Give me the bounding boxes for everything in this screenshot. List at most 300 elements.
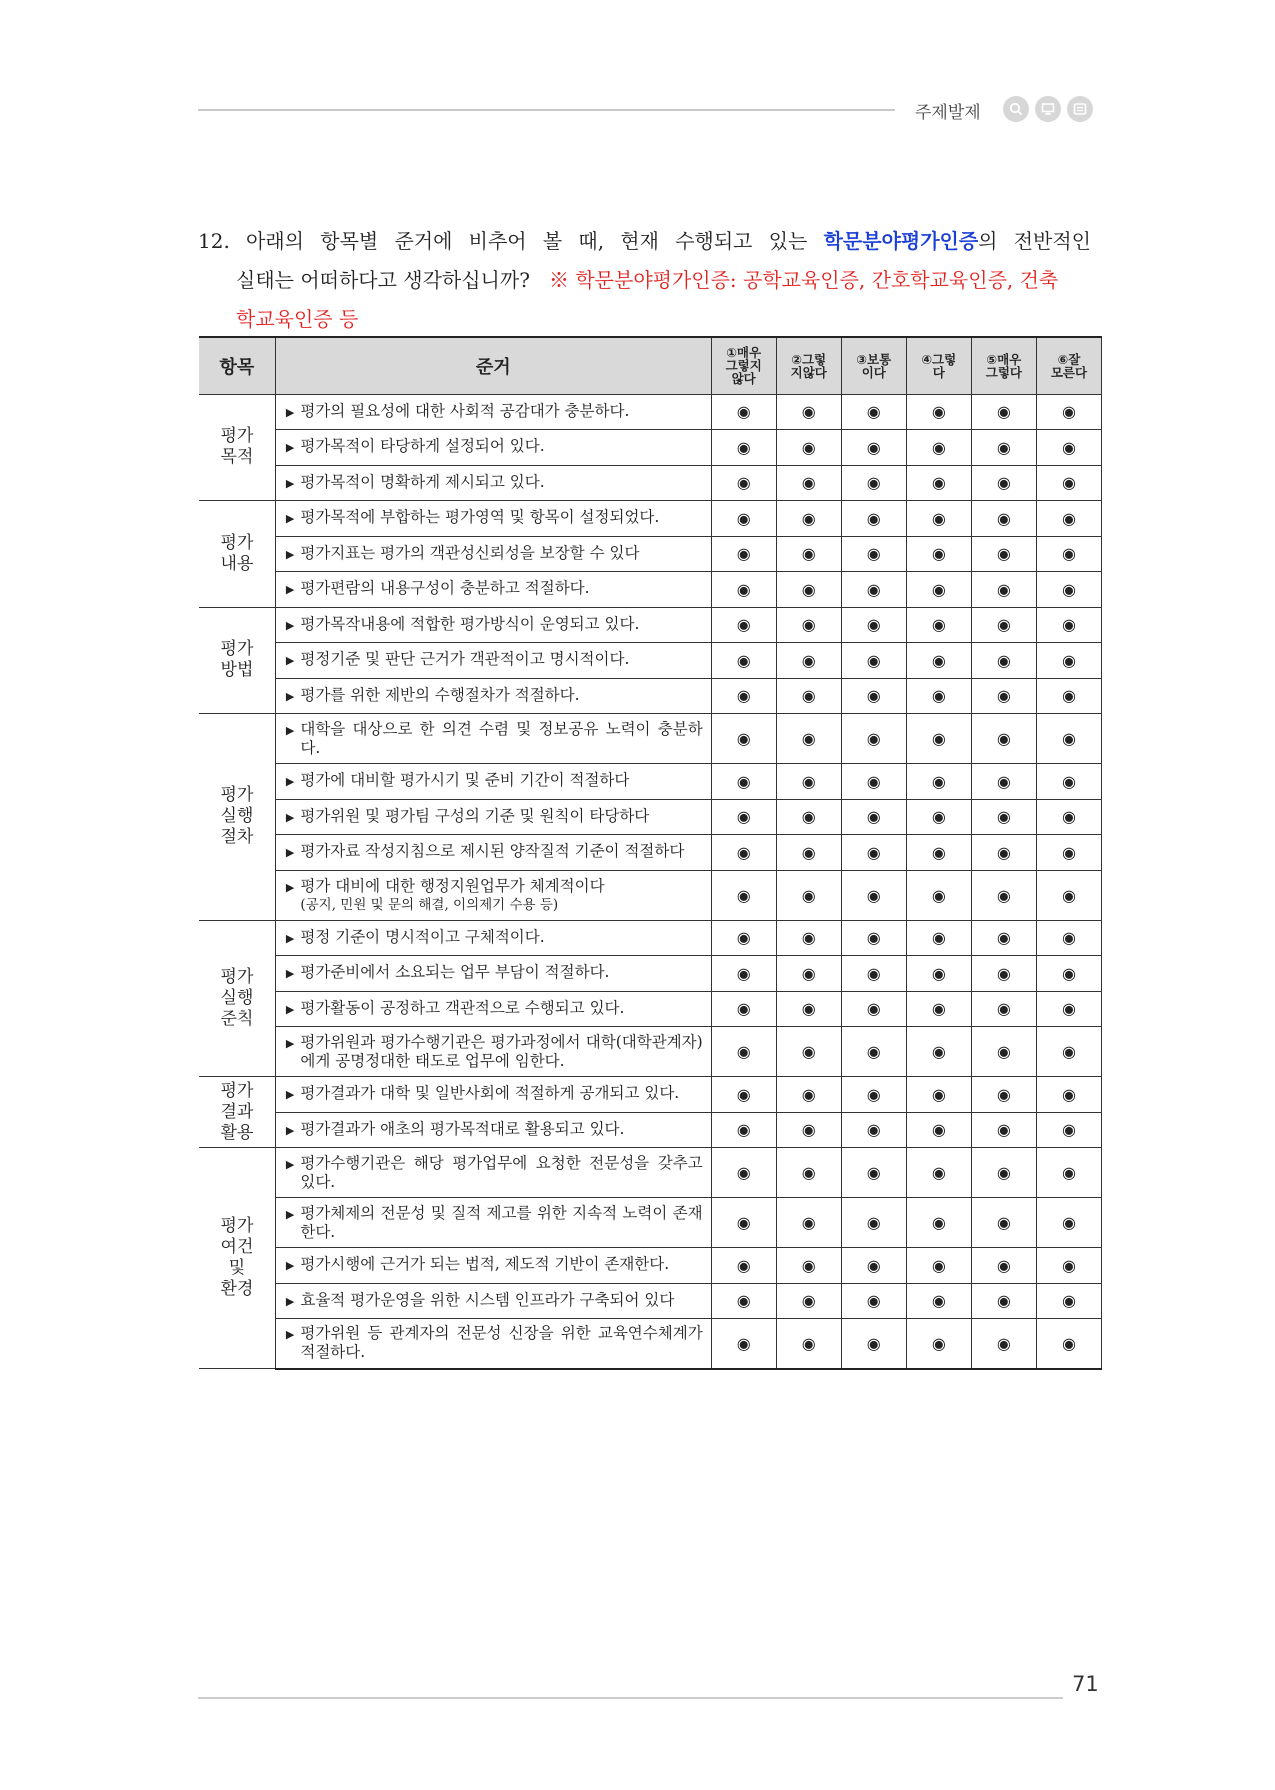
radio-option-4[interactable]: ◉ <box>931 1255 946 1275</box>
radio-option-3[interactable]: ◉ <box>866 771 881 791</box>
table-row <box>199 1198 1102 1248</box>
criterion-cell <box>275 956 711 992</box>
radio-option-4[interactable]: ◉ <box>931 402 946 422</box>
radio-cell <box>971 956 1036 992</box>
radio-option-2[interactable]: ◉ <box>801 885 816 905</box>
radio-option-1[interactable]: ◉ <box>736 842 751 862</box>
radio-option-6[interactable]: ◉ <box>1061 928 1076 948</box>
table-row <box>199 536 1102 572</box>
radio-option-4[interactable]: ◉ <box>931 729 946 748</box>
radio-option-4[interactable]: ◉ <box>931 1213 946 1232</box>
radio-option-2[interactable]: ◉ <box>801 1255 816 1275</box>
header-option-line: ③보통 <box>856 351 892 367</box>
radio-cell <box>971 1283 1036 1319</box>
radio-option-4[interactable]: ◉ <box>931 1084 946 1104</box>
radio-option-1[interactable]: ◉ <box>736 807 751 827</box>
radio-cell <box>841 870 906 920</box>
category-label: 내용 <box>220 553 254 574</box>
radio-option-5[interactable]: ◉ <box>996 729 1011 748</box>
radio-option-5[interactable]: ◉ <box>996 1333 1011 1353</box>
radio-cell <box>971 572 1036 608</box>
radio-option-1[interactable]: ◉ <box>736 1120 751 1140</box>
radio-cell <box>841 1283 906 1319</box>
radio-cell <box>711 501 776 537</box>
radio-option-5[interactable]: ◉ <box>996 615 1011 635</box>
question-note: ※ 학문분야평가인증: 공학교육인증, 간호학교육인증, 건축 <box>549 268 1059 292</box>
radio-option-1[interactable]: ◉ <box>736 508 751 528</box>
radio-option-5[interactable]: ◉ <box>996 885 1011 905</box>
criterion-text: 평가준비에서 소요되는 업무 부담이 적절하다. <box>300 963 610 982</box>
criterion-text: 평가활동이 공정하고 객관적으로 수행되고 있다. <box>300 998 625 1017</box>
radio-cell <box>1036 678 1101 714</box>
table-row <box>199 430 1102 466</box>
radio-option-4[interactable]: ◉ <box>931 885 946 905</box>
radio-option-6[interactable]: ◉ <box>1061 1333 1076 1353</box>
radio-cell <box>711 764 776 800</box>
radio-option-3[interactable]: ◉ <box>866 686 881 706</box>
radio-cell <box>776 572 841 608</box>
bullet-icon: ▶ <box>285 1157 295 1171</box>
radio-option-2[interactable]: ◉ <box>801 579 816 599</box>
radio-cell <box>906 607 971 643</box>
header-option-5 <box>971 337 1036 394</box>
radio-option-1[interactable]: ◉ <box>736 579 751 599</box>
criterion-text: 평가 대비에 대한 행정지원업무가 체계적이다 <box>300 876 605 895</box>
radio-cell <box>841 714 906 764</box>
radio-option-1[interactable]: ◉ <box>736 650 751 670</box>
bullet-icon: ▶ <box>285 880 295 894</box>
radio-cell <box>906 501 971 537</box>
radio-option-1[interactable]: ◉ <box>736 928 751 948</box>
radio-option-4[interactable]: ◉ <box>931 615 946 635</box>
radio-option-5[interactable]: ◉ <box>996 1120 1011 1140</box>
radio-option-3[interactable]: ◉ <box>866 402 881 422</box>
header-option-line: ②그렇 <box>791 351 827 367</box>
question-line-2 <box>198 261 1091 300</box>
radio-option-2[interactable]: ◉ <box>801 771 816 791</box>
criterion-text-wrap <box>300 999 702 1019</box>
radio-option-1[interactable]: ◉ <box>736 686 751 706</box>
radio-option-2[interactable]: ◉ <box>801 1084 816 1104</box>
radio-cell <box>841 799 906 835</box>
radio-option-1[interactable]: ◉ <box>736 544 751 564</box>
bullet-icon: ▶ <box>285 810 295 824</box>
radio-option-6[interactable]: ◉ <box>1061 437 1076 457</box>
radio-cell <box>711 394 776 430</box>
criterion-text: 평가결과가 대학 및 일반사회에 적절하게 공개되고 있다. <box>300 1084 680 1103</box>
table-row <box>199 835 1102 871</box>
radio-cell <box>841 920 906 956</box>
radio-option-4[interactable]: ◉ <box>931 842 946 862</box>
radio-option-2[interactable]: ◉ <box>801 508 816 528</box>
radio-cell <box>776 643 841 679</box>
radio-option-1[interactable]: ◉ <box>736 402 751 422</box>
radio-option-5[interactable]: ◉ <box>996 686 1011 706</box>
radio-option-2[interactable]: ◉ <box>801 1291 816 1311</box>
radio-option-4[interactable]: ◉ <box>931 999 946 1019</box>
radio-cell <box>711 1148 776 1198</box>
header-option-line: ④그렇 <box>921 351 957 367</box>
category-label: 실행 <box>220 806 254 827</box>
radio-cell <box>841 607 906 643</box>
header-option-line: ①매우 <box>726 345 762 361</box>
radio-cell <box>841 572 906 608</box>
radio-cell <box>906 714 971 764</box>
bullet-icon: ▶ <box>285 441 295 455</box>
radio-option-5[interactable]: ◉ <box>996 402 1011 422</box>
criterion-cell <box>275 835 711 871</box>
radio-option-2[interactable]: ◉ <box>801 729 816 748</box>
radio-option-5[interactable]: ◉ <box>996 1084 1011 1104</box>
header-rule <box>198 109 895 111</box>
criterion-cell <box>275 1148 711 1198</box>
radio-option-3[interactable]: ◉ <box>866 1333 881 1353</box>
radio-option-4[interactable]: ◉ <box>931 771 946 791</box>
radio-option-3[interactable]: ◉ <box>866 544 881 564</box>
radio-cell <box>711 572 776 608</box>
radio-option-3[interactable]: ◉ <box>866 928 881 948</box>
radio-cell <box>776 536 841 572</box>
criterion-cell <box>275 572 711 608</box>
table-row <box>199 1319 1102 1369</box>
radio-option-6[interactable]: ◉ <box>1061 1255 1076 1275</box>
radio-cell <box>906 1112 971 1148</box>
radio-option-3[interactable]: ◉ <box>866 842 881 862</box>
radio-cell <box>971 1319 1036 1369</box>
radio-option-3[interactable]: ◉ <box>866 1084 881 1104</box>
radio-option-4[interactable]: ◉ <box>931 928 946 948</box>
radio-option-3[interactable]: ◉ <box>866 473 881 493</box>
radio-cell <box>711 643 776 679</box>
header-option-6 <box>1036 337 1101 394</box>
radio-option-6[interactable]: ◉ <box>1061 579 1076 599</box>
radio-option-2[interactable]: ◉ <box>801 1120 816 1140</box>
radio-option-3[interactable]: ◉ <box>866 885 881 905</box>
radio-option-2[interactable]: ◉ <box>801 615 816 635</box>
radio-option-5[interactable]: ◉ <box>996 1213 1011 1232</box>
radio-cell <box>1036 1148 1101 1198</box>
radio-option-6[interactable]: ◉ <box>1061 1213 1076 1232</box>
radio-cell <box>841 678 906 714</box>
criterion-cell <box>275 764 711 800</box>
radio-cell <box>711 1112 776 1148</box>
radio-option-6[interactable]: ◉ <box>1061 1291 1076 1311</box>
header-option-line: 않다 <box>731 371 756 387</box>
radio-cell <box>711 607 776 643</box>
radio-option-4[interactable]: ◉ <box>931 544 946 564</box>
header-option-4 <box>906 337 971 394</box>
table-row <box>199 1112 1102 1148</box>
radio-cell <box>776 764 841 800</box>
category-label: 평가 <box>220 639 254 660</box>
table-row <box>199 764 1102 800</box>
header-option-line: 모른다 <box>1050 364 1088 380</box>
radio-option-4[interactable]: ◉ <box>931 650 946 670</box>
radio-cell <box>1036 870 1101 920</box>
radio-cell <box>776 991 841 1027</box>
header-criteria: 준거 <box>275 337 711 394</box>
radio-cell <box>776 1283 841 1319</box>
radio-cell <box>906 1248 971 1284</box>
criterion-text: 평정 기준이 명시적이고 구체적이다. <box>300 927 545 946</box>
radio-option-1[interactable]: ◉ <box>736 1213 751 1232</box>
radio-option-2[interactable]: ◉ <box>801 807 816 827</box>
radio-cell <box>1036 1077 1101 1113</box>
radio-cell <box>711 465 776 501</box>
radio-option-5[interactable]: ◉ <box>996 807 1011 827</box>
radio-option-6[interactable]: ◉ <box>1061 650 1076 670</box>
radio-option-5[interactable]: ◉ <box>996 579 1011 599</box>
radio-option-1[interactable]: ◉ <box>736 963 751 983</box>
category-cell <box>199 501 275 608</box>
radio-option-5[interactable]: ◉ <box>996 650 1011 670</box>
radio-option-3[interactable]: ◉ <box>866 508 881 528</box>
category-label: 평가 <box>220 1080 254 1101</box>
radio-option-1[interactable]: ◉ <box>736 1333 751 1353</box>
radio-cell <box>971 643 1036 679</box>
radio-option-4[interactable]: ◉ <box>931 473 946 493</box>
radio-option-1[interactable]: ◉ <box>736 771 751 791</box>
category-label: 방법 <box>220 660 254 681</box>
criterion-text-wrap <box>300 807 702 827</box>
radio-option-4[interactable]: ◉ <box>931 1291 946 1311</box>
radio-cell <box>971 430 1036 466</box>
radio-option-6[interactable]: ◉ <box>1061 807 1076 827</box>
radio-option-2[interactable]: ◉ <box>801 544 816 564</box>
radio-cell <box>906 1077 971 1113</box>
radio-option-3[interactable]: ◉ <box>866 579 881 599</box>
radio-option-1[interactable]: ◉ <box>736 999 751 1019</box>
radio-cell <box>906 1283 971 1319</box>
radio-cell <box>906 1148 971 1198</box>
header-option-line: ⑥잘 <box>1057 351 1081 367</box>
criterion-cell <box>275 678 711 714</box>
table-row <box>199 1027 1102 1077</box>
radio-option-6[interactable]: ◉ <box>1061 508 1076 528</box>
radio-option-4[interactable]: ◉ <box>931 1163 946 1182</box>
radio-cell <box>841 1077 906 1113</box>
radio-option-4[interactable]: ◉ <box>931 963 946 983</box>
radio-cell <box>906 1198 971 1248</box>
criterion-text-wrap <box>300 1204 702 1242</box>
radio-cell <box>841 764 906 800</box>
radio-option-4[interactable]: ◉ <box>931 579 946 599</box>
bullet-icon: ▶ <box>285 547 295 561</box>
radio-option-5[interactable]: ◉ <box>996 963 1011 983</box>
radio-option-4[interactable]: ◉ <box>931 508 946 528</box>
radio-option-3[interactable]: ◉ <box>866 1291 881 1311</box>
radio-option-2[interactable]: ◉ <box>801 650 816 670</box>
criterion-cell <box>275 1112 711 1148</box>
category-cell <box>199 714 275 921</box>
radio-option-6[interactable]: ◉ <box>1061 686 1076 706</box>
radio-option-4[interactable]: ◉ <box>931 437 946 457</box>
table-row <box>199 956 1102 992</box>
radio-option-2[interactable]: ◉ <box>801 402 816 422</box>
radio-option-6[interactable]: ◉ <box>1061 1042 1076 1061</box>
radio-option-3[interactable]: ◉ <box>866 729 881 748</box>
radio-cell <box>971 920 1036 956</box>
radio-cell <box>776 920 841 956</box>
radio-cell <box>906 430 971 466</box>
radio-option-6[interactable]: ◉ <box>1061 999 1076 1019</box>
radio-option-5[interactable]: ◉ <box>996 1163 1011 1182</box>
criterion-text-wrap <box>300 842 702 862</box>
page-number: 71 <box>1072 1672 1099 1696</box>
radio-option-4[interactable]: ◉ <box>931 1120 946 1140</box>
radio-cell <box>971 835 1036 871</box>
radio-cell <box>711 920 776 956</box>
radio-option-3[interactable]: ◉ <box>866 963 881 983</box>
criterion-text-wrap <box>300 963 702 983</box>
radio-option-2[interactable]: ◉ <box>801 1042 816 1061</box>
criterion-text: 평가수행기관은 해당 평가업무에 요청한 전문성을 갖추고 있다. <box>300 1153 703 1191</box>
monitor-icon <box>1035 96 1061 122</box>
radio-option-5[interactable]: ◉ <box>996 771 1011 791</box>
radio-option-5[interactable]: ◉ <box>996 1042 1011 1061</box>
criterion-text: 평가를 위한 제반의 수행절차가 적절하다. <box>300 685 580 704</box>
radio-option-6[interactable]: ◉ <box>1061 544 1076 564</box>
criterion-text-wrap <box>300 615 702 635</box>
criterion-cell <box>275 643 711 679</box>
radio-option-5[interactable]: ◉ <box>996 1291 1011 1311</box>
radio-option-6[interactable]: ◉ <box>1061 842 1076 862</box>
radio-option-3[interactable]: ◉ <box>866 1120 881 1140</box>
radio-option-5[interactable]: ◉ <box>996 508 1011 528</box>
radio-cell <box>971 714 1036 764</box>
radio-option-2[interactable]: ◉ <box>801 1213 816 1232</box>
radio-cell <box>711 714 776 764</box>
radio-option-6[interactable]: ◉ <box>1061 885 1076 905</box>
radio-option-5[interactable]: ◉ <box>996 999 1011 1019</box>
radio-option-3[interactable]: ◉ <box>866 807 881 827</box>
radio-option-4[interactable]: ◉ <box>931 1042 946 1061</box>
radio-option-6[interactable]: ◉ <box>1061 963 1076 983</box>
bullet-icon: ▶ <box>285 775 295 789</box>
radio-cell <box>1036 956 1101 992</box>
radio-option-2[interactable]: ◉ <box>801 686 816 706</box>
radio-cell <box>776 1248 841 1284</box>
bullet-icon: ▶ <box>285 476 295 490</box>
criterion-text-wrap <box>300 1255 702 1275</box>
radio-option-6[interactable]: ◉ <box>1061 1120 1076 1140</box>
radio-option-1[interactable]: ◉ <box>736 1163 751 1182</box>
radio-option-3[interactable]: ◉ <box>866 1255 881 1275</box>
radio-option-2[interactable]: ◉ <box>801 1333 816 1353</box>
radio-option-1[interactable]: ◉ <box>736 615 751 635</box>
radio-option-6[interactable]: ◉ <box>1061 771 1076 791</box>
radio-option-2[interactable]: ◉ <box>801 928 816 948</box>
radio-option-4[interactable]: ◉ <box>931 1333 946 1353</box>
radio-option-5[interactable]: ◉ <box>996 842 1011 862</box>
search-icon <box>1003 96 1029 122</box>
radio-option-3[interactable]: ◉ <box>866 1042 881 1061</box>
criterion-text: 평가에 대비할 평가시기 및 준비 기간이 적절하다 <box>300 771 630 790</box>
header-option-line: 다 <box>932 364 945 380</box>
radio-option-6[interactable]: ◉ <box>1061 402 1076 422</box>
table-row <box>199 501 1102 537</box>
radio-cell <box>971 870 1036 920</box>
radio-option-2[interactable]: ◉ <box>801 437 816 457</box>
radio-option-1[interactable]: ◉ <box>736 1084 751 1104</box>
table-row <box>199 991 1102 1027</box>
category-label: 결과 <box>220 1101 254 1122</box>
radio-option-1[interactable]: ◉ <box>736 729 751 748</box>
radio-option-1[interactable]: ◉ <box>736 1042 751 1061</box>
radio-cell <box>841 956 906 992</box>
category-label: 실행 <box>220 987 254 1008</box>
radio-option-5[interactable]: ◉ <box>996 544 1011 564</box>
radio-option-6[interactable]: ◉ <box>1061 615 1076 635</box>
radio-option-6[interactable]: ◉ <box>1061 1084 1076 1104</box>
radio-option-1[interactable]: ◉ <box>736 1291 751 1311</box>
table-row <box>199 643 1102 679</box>
radio-option-1[interactable]: ◉ <box>736 1255 751 1275</box>
radio-cell <box>711 991 776 1027</box>
radio-cell <box>971 536 1036 572</box>
criterion-text: 평가의 필요성에 대한 사회적 공감대가 충분하다. <box>300 401 630 420</box>
radio-option-2[interactable]: ◉ <box>801 473 816 493</box>
radio-option-2[interactable]: ◉ <box>801 1163 816 1182</box>
radio-cell <box>971 1248 1036 1284</box>
criterion-cell <box>275 991 711 1027</box>
radio-option-3[interactable]: ◉ <box>866 650 881 670</box>
radio-option-5[interactable]: ◉ <box>996 928 1011 948</box>
radio-cell <box>841 465 906 501</box>
criterion-text: 평정기준 및 판단 근거가 객관적이고 명시적이다. <box>300 650 630 669</box>
radio-option-5[interactable]: ◉ <box>996 473 1011 493</box>
radio-option-3[interactable]: ◉ <box>866 1213 881 1232</box>
radio-option-6[interactable]: ◉ <box>1061 1163 1076 1182</box>
radio-option-1[interactable]: ◉ <box>736 473 751 493</box>
radio-cell <box>1036 835 1101 871</box>
radio-option-4[interactable]: ◉ <box>931 807 946 827</box>
radio-cell <box>1036 1112 1101 1148</box>
radio-cell <box>841 1027 906 1077</box>
radio-option-4[interactable]: ◉ <box>931 686 946 706</box>
header-option-1 <box>711 337 776 394</box>
radio-cell <box>711 1027 776 1077</box>
criterion-text: 대학을 대상으로 한 의견 수렴 및 정보공유 노력이 충분하다. <box>300 719 703 757</box>
bullet-icon: ▶ <box>285 654 295 668</box>
radio-option-3[interactable]: ◉ <box>866 437 881 457</box>
radio-option-1[interactable]: ◉ <box>736 437 751 457</box>
radio-option-6[interactable]: ◉ <box>1061 473 1076 493</box>
radio-option-6[interactable]: ◉ <box>1061 729 1076 748</box>
radio-cell <box>906 835 971 871</box>
radio-cell <box>776 870 841 920</box>
radio-option-1[interactable]: ◉ <box>736 885 751 905</box>
radio-option-2[interactable]: ◉ <box>801 963 816 983</box>
radio-cell <box>906 956 971 992</box>
radio-cell <box>906 572 971 608</box>
radio-option-5[interactable]: ◉ <box>996 1255 1011 1275</box>
radio-option-3[interactable]: ◉ <box>866 615 881 635</box>
radio-cell <box>1036 465 1101 501</box>
radio-option-3[interactable]: ◉ <box>866 999 881 1019</box>
criterion-text: 평가위원 및 평가팀 구성의 기준 및 원칙이 타당하다 <box>300 806 650 825</box>
radio-option-3[interactable]: ◉ <box>866 1163 881 1182</box>
radio-cell <box>1036 536 1101 572</box>
question-note-cont: 학교육인증 등 <box>236 307 359 331</box>
criterion-text-wrap <box>300 1154 702 1192</box>
radio-option-2[interactable]: ◉ <box>801 999 816 1019</box>
table-row <box>199 920 1102 956</box>
radio-option-5[interactable]: ◉ <box>996 437 1011 457</box>
radio-option-2[interactable]: ◉ <box>801 842 816 862</box>
criterion-text: 평가위원과 평가수행기관은 평가과정에서 대학(대학관계자)에게 공명정대한 태도로 업무에 임한다. <box>300 1032 703 1070</box>
radio-cell <box>1036 1027 1101 1077</box>
